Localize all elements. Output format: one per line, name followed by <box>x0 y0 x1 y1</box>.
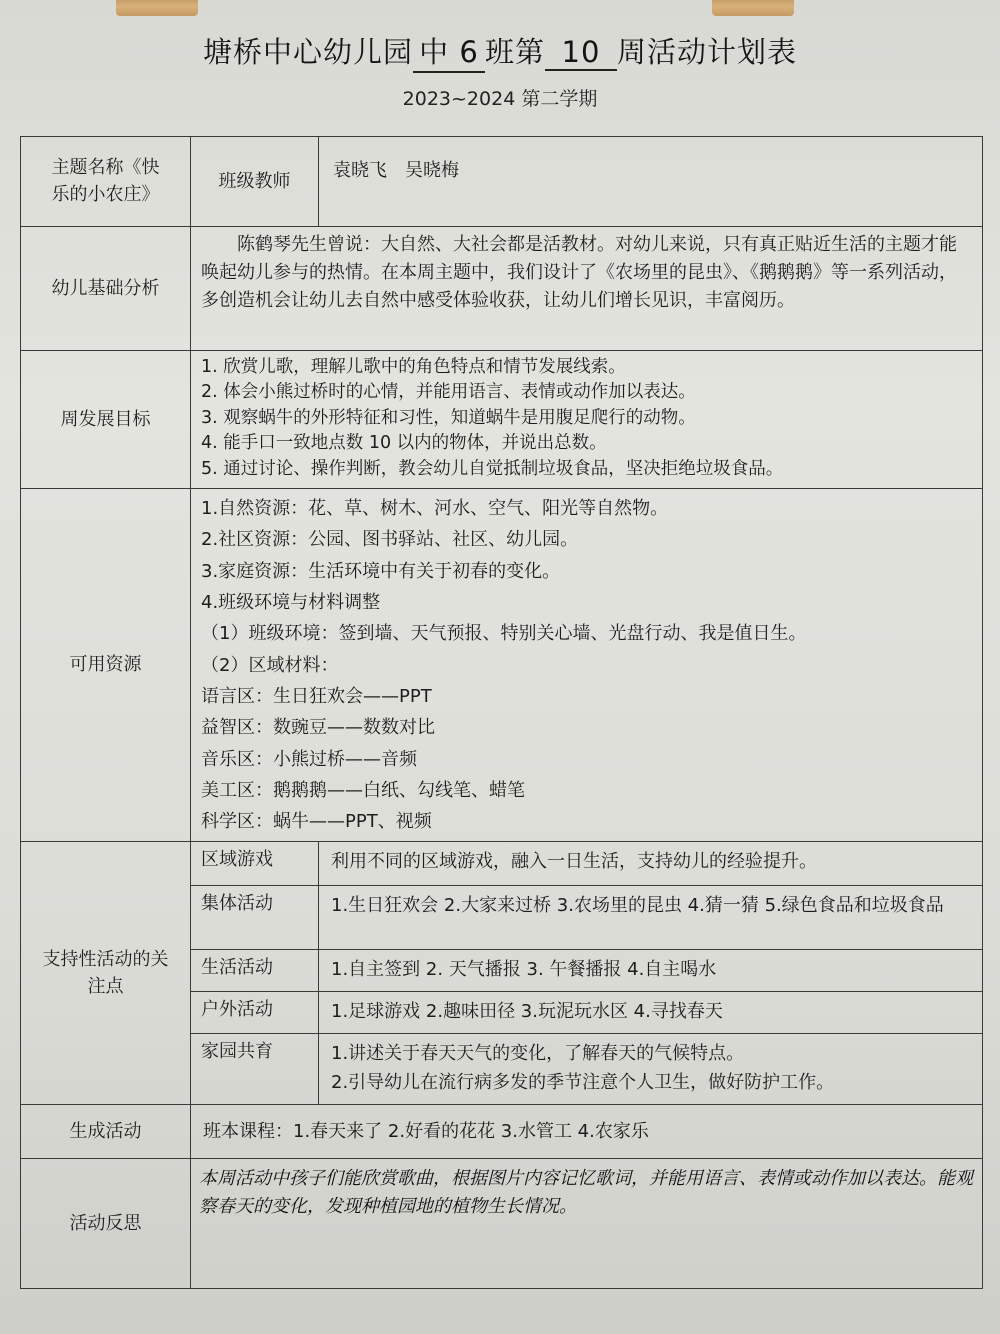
goals-list <box>191 351 983 489</box>
support-name: 区域游戏 <box>191 842 319 886</box>
goal-item: 3. 观察蜗牛的外形特征和习性，知道蜗牛是用腹足爬行的动物。 <box>201 407 696 428</box>
support-text: 利用不同的区域游戏，融入一日生活，支持幼儿的经验提升。 <box>319 842 983 886</box>
goal-item: 4. 能手口一致地点数 10 以内的物体，并说出总数。 <box>201 433 607 454</box>
teacher-label: 班级教师 <box>191 137 319 227</box>
support-name: 户外活动 <box>191 992 319 1034</box>
reflection-row <box>21 1159 983 1289</box>
resources-row <box>21 489 983 842</box>
resource-item: 科学区：蜗牛——PPT、视频 <box>201 811 432 833</box>
resources-label: 可用资源 <box>21 489 191 842</box>
support-text: 1.足球游戏 2.趣味田径 3.玩泥玩水区 4.寻找春天 <box>319 992 983 1034</box>
resource-item: 音乐区：小熊过桥——音频 <box>201 748 417 770</box>
goals-label: 周发展目标 <box>21 351 191 489</box>
support-text-line: 1.讲述关于春天天气的变化，了解春天的气候特点。 <box>331 1043 745 1065</box>
support-row-1 <box>21 842 983 886</box>
goal-item: 1. 欣赏儿歌，理解儿歌中的角色特点和情节发展线索。 <box>201 357 626 377</box>
resource-item: 3.家庭资源：生活环境中有关于初春的变化。 <box>201 560 561 582</box>
resource-item: 1.自然资源：花、草、树木、河水、空气、阳光等自然物。 <box>201 498 669 519</box>
teachers: 袁晓飞 吴晓梅 <box>319 137 983 227</box>
semester: 2023~2024 第二学期 <box>402 88 598 110</box>
resource-item: （2）区域材料： <box>201 654 339 676</box>
generated-row <box>21 1105 983 1159</box>
page-title <box>0 30 1000 73</box>
resources-list <box>191 489 983 842</box>
reflection-handwriting: 本周活动中孩子们能欣赏歌曲，根据图片内容记忆歌词，并能用语言、表情或动作加以表达。能观察春天的变化，发现种植园地的植物生长情况。 <box>191 1159 983 1289</box>
theme-label: 主题名称《快乐的小农庄》 <box>21 137 191 227</box>
week-number: 10 <box>545 35 617 71</box>
wooden-clip-left <box>116 0 198 16</box>
support-text: 1.自主签到 2. 天气播报 3. 午餐播报 4.自主喝水 <box>319 950 983 992</box>
resource-item: 益智区：数豌豆——数数对比 <box>201 717 435 739</box>
title-suffix: 周活动计划表 <box>617 35 798 69</box>
support-name: 家园共育 <box>191 1034 319 1105</box>
resource-item: （1）班级环境：签到墙、天气预报、特别关心墙、光盘行动、我是值日生。 <box>201 623 807 645</box>
goal-item: 2. 体会小熊过桥时的心情，并能用语言、表情或动作加以表达。 <box>201 382 696 403</box>
plan-table <box>20 136 983 1289</box>
class-name: 中 6 <box>413 30 485 73</box>
kindergarten-name: 塘桥中心幼儿园 <box>202 35 413 69</box>
support-text <box>319 1034 983 1105</box>
theme-row <box>21 137 983 227</box>
support-text: 1.生日狂欢会 2.大家来过桥 3.农场里的昆虫 4.猜一猜 5.绿色食品和垃圾食品 <box>319 886 983 950</box>
analysis-label: 幼儿基础分析 <box>21 227 191 351</box>
resource-item: 4.班级环境与材料调整 <box>201 591 381 613</box>
reflection-label: 活动反思 <box>21 1159 191 1289</box>
wooden-clip-right <box>712 0 794 16</box>
resource-item: 美工区：鹅鹅鹅——白纸、勾线笔、蜡笔 <box>201 779 525 801</box>
analysis-text: 陈鹤琴先生曾说：大自然、大社会都是活教材。对幼儿来说，只有真正贴近生活的主题才能唤起幼儿参与的热情。在本周主题中，我们设计了《农场里的昆虫》、《鹅鹅鹅》等一系列活动，多创造机会让幼儿去自然中感受体验收获，让幼儿们增长见识，丰富阅历。 <box>191 227 983 351</box>
goals-row <box>21 351 983 489</box>
support-name: 集体活动 <box>191 886 319 950</box>
generated-text: 班本课程：1.春天来了 2.好看的花花 3.水管工 4.农家乐 <box>191 1105 983 1159</box>
resource-item: 语言区：生日狂欢会——PPT <box>201 685 432 707</box>
support-text-line: 2.引导幼儿在流行病多发的季节注意个人卫生，做好防护工作。 <box>331 1072 835 1094</box>
analysis-row <box>21 227 983 351</box>
generated-label: 生成活动 <box>21 1105 191 1159</box>
support-name: 生活活动 <box>191 950 319 992</box>
support-label: 支持性活动的关注点 <box>21 842 191 1105</box>
goal-item: 5. 通过讨论、操作判断，教会幼儿自觉抵制垃圾食品，坚决拒绝垃圾食品。 <box>201 458 784 479</box>
resource-item: 2.社区资源：公园、图书驿站、社区、幼儿园。 <box>201 529 579 551</box>
class-suffix: 班第 <box>484 35 545 69</box>
